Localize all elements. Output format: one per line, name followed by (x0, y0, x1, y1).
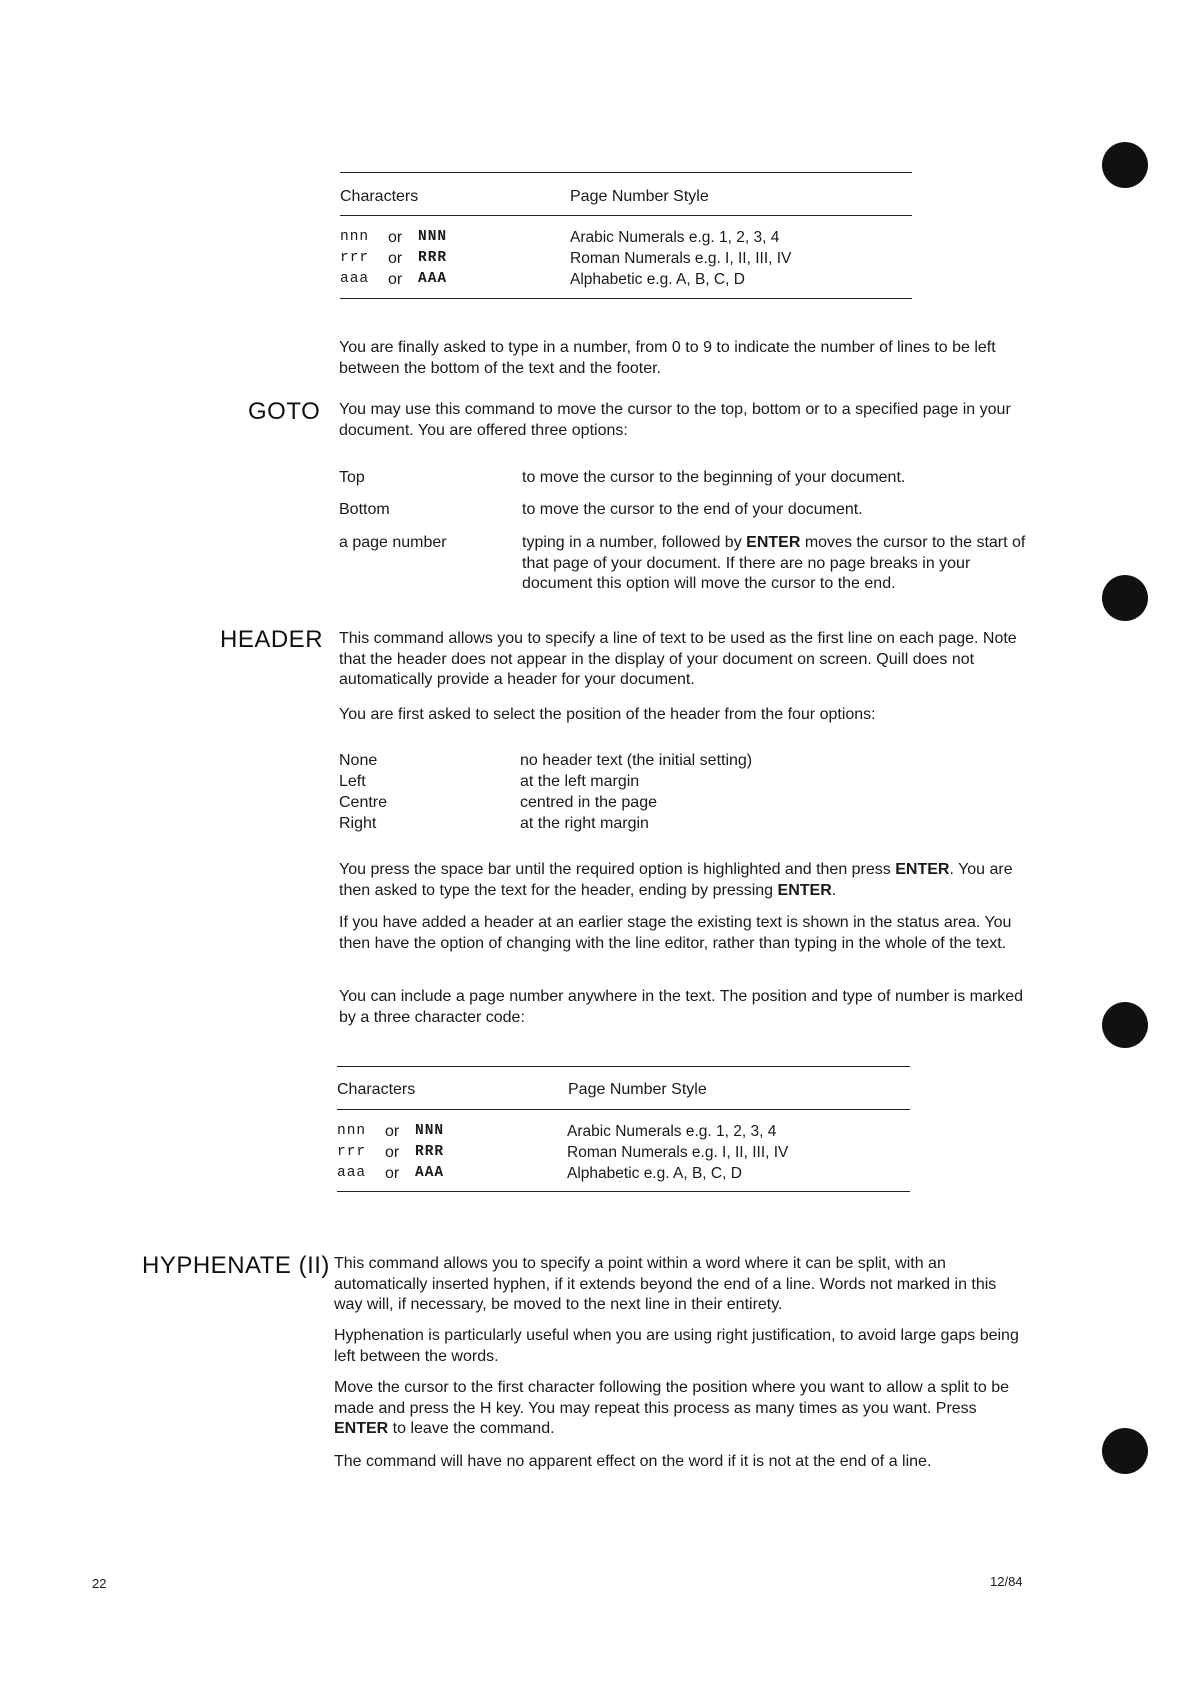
header-option-name: Centre (339, 794, 388, 811)
goto-option-name: a page number (339, 534, 447, 551)
header-option-desc: no header text (the initial setting) (520, 752, 753, 769)
header-paragraph-3: You press the space bar until the required option is highlighted and then press ENTER. You are then asked to type the text for the header, ending by pressing ENTER. (339, 861, 1013, 899)
goto-option-name: Top (339, 469, 365, 486)
table-rule-top (337, 1066, 910, 1067)
binder-hole-3 (1102, 1002, 1148, 1048)
table-rule-top (340, 172, 912, 173)
hyphenate-paragraph-2: Hyphenation is particularly useful when you are using right justification, to avoid large gaps being left between the words. (334, 1327, 1019, 1365)
header-paragraph-1: This command allows you to specify a line of text to be used as the first line on each page. Note that the header does not appear in the display of your document on screen. Quill does not automatically provide a header for your document. (339, 630, 1017, 688)
table-header-characters: Characters (340, 188, 419, 205)
header-option-desc: at the right margin (520, 815, 649, 832)
table-header-characters: Characters (337, 1081, 416, 1098)
header-option-desc: at the left margin (520, 773, 640, 790)
header-option-desc: centred in the page (520, 794, 657, 811)
header-paragraph-5: You can include a page number anywhere in the text. The position and type of number is marked by a three character code: (339, 988, 1023, 1026)
goto-intro: You may use this command to move the cursor to the top, bottom or to a specified page in your document. You are offered three options: (339, 401, 1011, 439)
goto-option-desc: to move the cursor to the beginning of your document. (522, 469, 906, 486)
binder-hole-2 (1102, 575, 1148, 621)
footer-lines-paragraph: You are finally asked to type in a number, from 0 to 9 to indicate the number of lines to be left between the bottom of the text and the footer. (339, 339, 996, 377)
table-rule-bottom (337, 1191, 910, 1192)
section-heading-header: HEADER (220, 626, 324, 653)
header-option-name: Right (339, 815, 377, 832)
table-header-style: Page Number Style (570, 188, 709, 205)
hyphenate-paragraph-3: Move the cursor to the first character following the position where you want to allow a split to be made and press the H key. You may repeat this process as many times as you want. Press ENTER to leave the command. (334, 1379, 1010, 1437)
binder-hole-1 (1102, 142, 1148, 188)
hyphenate-paragraph-4: The command will have no apparent effect on the word if it is not at the end of a line. (334, 1453, 932, 1470)
table-header-style: Page Number Style (568, 1081, 707, 1098)
goto-option-desc: typing in a number, followed by ENTER moves the cursor to the start of that page of your document. If there are no page breaks in your document this option will move the cursor to the end. (522, 534, 1026, 592)
table-rule-header (340, 215, 912, 216)
hyphenate-paragraph-1: This command allows you to specify a point within a word where it can be split, with an automatically inserted hyphen, if it extends beyond the end of a line. Words not marked in this way will, if necessary, be moved to the next line in their entirety. (334, 1255, 997, 1313)
header-paragraph-2: You are first asked to select the position of the header from the four options: (339, 706, 876, 723)
goto-option-name: Bottom (339, 501, 390, 518)
header-option-name: None (339, 752, 378, 769)
table-rule-bottom (340, 298, 912, 299)
revision-date: 12/84 (990, 1574, 1023, 1589)
header-option-name: Left (339, 773, 366, 790)
page-number: 22 (92, 1576, 107, 1591)
goto-option-desc: to move the cursor to the end of your document. (522, 501, 863, 518)
section-heading-hyphenate: HYPHENATE (II) (142, 1252, 330, 1279)
header-paragraph-4: If you have added a header at an earlier stage the existing text is shown in the status area. You then have the option of changing with the line editor, rather than typing in the whole of the text. (339, 914, 1012, 952)
table-rule-header (337, 1109, 910, 1110)
binder-hole-4 (1102, 1428, 1148, 1474)
section-heading-goto: GOTO (248, 398, 321, 425)
